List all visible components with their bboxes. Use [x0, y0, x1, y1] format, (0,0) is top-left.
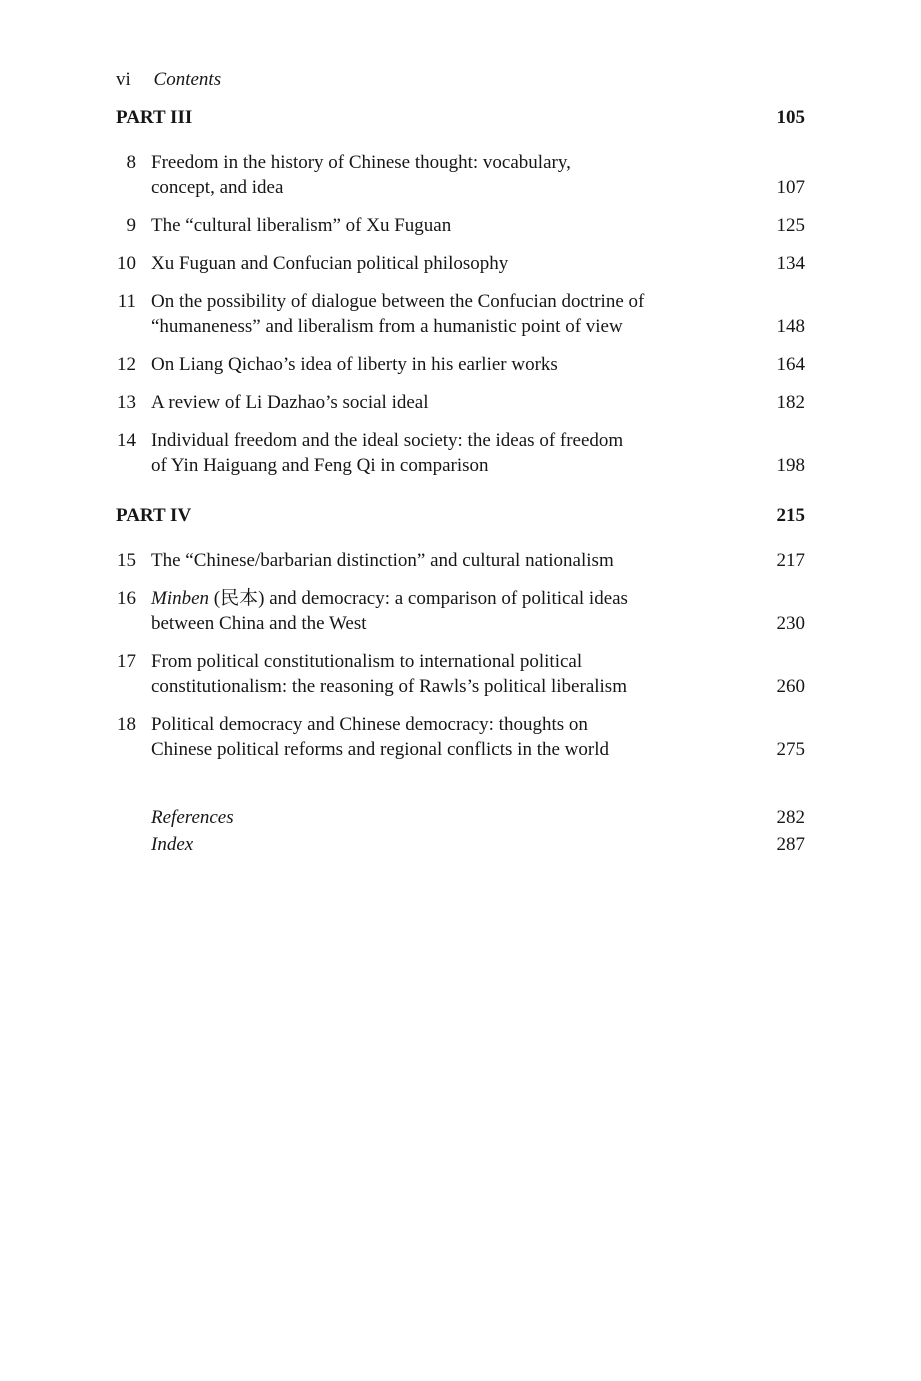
toc-entry: [116, 390, 805, 415]
entry-title-line: [151, 213, 747, 238]
entry-title: [151, 548, 747, 573]
page-number: 287: [776, 834, 805, 855]
entry-title-line: [151, 674, 747, 699]
toc-entry: [116, 150, 805, 200]
title-text-segment: between China and the West: [151, 613, 367, 634]
entry-title: [151, 289, 747, 339]
toc-entry: [116, 548, 805, 573]
toc-entry: [116, 289, 805, 339]
chapter-number: 15: [117, 550, 136, 571]
chapter-number: 16: [117, 588, 136, 609]
title-text-segment: The “cultural liberalism” of Xu Fuguan: [151, 215, 452, 236]
entry-title-line: [151, 737, 747, 762]
toc-entry: [116, 712, 805, 762]
toc-entry: [116, 213, 805, 238]
page-number: 198: [776, 455, 805, 476]
entry-title: [151, 150, 747, 200]
page-number: 107: [776, 177, 805, 198]
chapter-number: 18: [117, 714, 136, 735]
back-matter: [116, 804, 805, 858]
chapter-number: 13: [117, 392, 136, 413]
entry-title-line: [151, 390, 747, 415]
toc-entry: [116, 649, 805, 699]
table-of-contents: [116, 105, 805, 858]
title-text-segment: From political constitutionalism to international political: [151, 651, 583, 672]
chapter-number: 8: [126, 152, 136, 173]
toc-entry: [116, 352, 805, 377]
entry-title-line: [151, 586, 747, 611]
entry-title: [151, 390, 747, 415]
title-text-segment: Minben: [151, 588, 210, 609]
entry-title: [151, 712, 747, 762]
entry-title-line: [151, 352, 747, 377]
part-label: PART IV: [116, 505, 192, 526]
title-text-segment: A review of Li Dazhao’s social ideal: [151, 392, 429, 413]
title-text-segment: Freedom in the history of Chinese thought: vocabulary,: [151, 152, 571, 173]
back-matter-title: References: [151, 807, 234, 828]
entry-title-line: [151, 428, 747, 453]
title-text-segment: of Yin Haiguang and Feng Qi in comparison: [151, 455, 489, 476]
chapter-number: 9: [126, 215, 136, 236]
page-number: 230: [776, 613, 805, 634]
page-number: 275: [776, 739, 805, 760]
entry-title-line: [151, 649, 747, 674]
title-text-segment: Individual freedom and the ideal society: the ideas of freedom: [151, 430, 624, 451]
part-heading-row: [116, 503, 805, 528]
entry-title: [151, 352, 747, 377]
part-heading-row: [116, 105, 805, 130]
entry-title: [151, 586, 747, 636]
entry-title-line: [151, 251, 747, 276]
chapter-number: 12: [117, 354, 136, 375]
back-matter-title: Index: [151, 834, 194, 855]
title-text-segment: (民本) and democracy: a comparison of political ideas: [209, 588, 628, 609]
title-text-segment: constitutionalism: the reasoning of Rawls’s political liberalism: [151, 676, 627, 697]
title-text-segment: Political democracy and Chinese democracy: thoughts on: [151, 714, 588, 735]
part-label: PART III: [116, 107, 193, 128]
title-text-segment: Chinese political reforms and regional conflicts in the world: [151, 739, 609, 760]
part-page-number: 105: [776, 107, 805, 128]
page-number: 182: [776, 392, 805, 413]
page-number: 260: [776, 676, 805, 697]
entry-title: [151, 213, 747, 238]
chapter-number: 17: [117, 651, 136, 672]
title-text-segment: On the possibility of dialogue between the Confucian doctrine of: [151, 291, 645, 312]
chapter-number: 11: [117, 291, 136, 312]
entry-title: [151, 251, 747, 276]
page-number: 282: [776, 807, 805, 828]
entry-title-line: [151, 150, 747, 175]
title-text-segment: “humaneness” and liberalism from a humanistic point of view: [151, 316, 623, 337]
toc-entry: [116, 428, 805, 478]
running-head-title: Contents: [153, 69, 222, 90]
entry-title-line: [151, 548, 747, 573]
back-matter-entry: [116, 804, 805, 831]
entry-title: [151, 649, 747, 699]
folio-page-number: vi: [116, 69, 131, 90]
entry-title-line: [151, 314, 747, 339]
entry-title-line: [151, 289, 747, 314]
page-number: 217: [776, 550, 805, 571]
entry-title-line: [151, 175, 747, 200]
entry-title-line: [151, 453, 747, 478]
part-page-number: 215: [776, 505, 805, 526]
page-number: 148: [776, 316, 805, 337]
entry-title-line: [151, 611, 747, 636]
chapter-number: 14: [117, 430, 136, 451]
title-text-segment: concept, and idea: [151, 177, 284, 198]
page-number: 125: [776, 215, 805, 236]
page-number: 164: [776, 354, 805, 375]
chapter-number: 10: [117, 253, 136, 274]
back-matter-entry: [116, 831, 805, 858]
title-text-segment: Xu Fuguan and Confucian political philosophy: [151, 253, 509, 274]
running-head: [116, 67, 805, 92]
toc-entry: [116, 586, 805, 636]
entry-title-line: [151, 712, 747, 737]
title-text-segment: On Liang Qichao’s idea of liberty in his earlier works: [151, 354, 558, 375]
entry-title: [151, 428, 747, 478]
toc-entry: [116, 251, 805, 276]
page-number: 134: [776, 253, 805, 274]
title-text-segment: The “Chinese/barbarian distinction” and cultural nationalism: [151, 550, 614, 571]
